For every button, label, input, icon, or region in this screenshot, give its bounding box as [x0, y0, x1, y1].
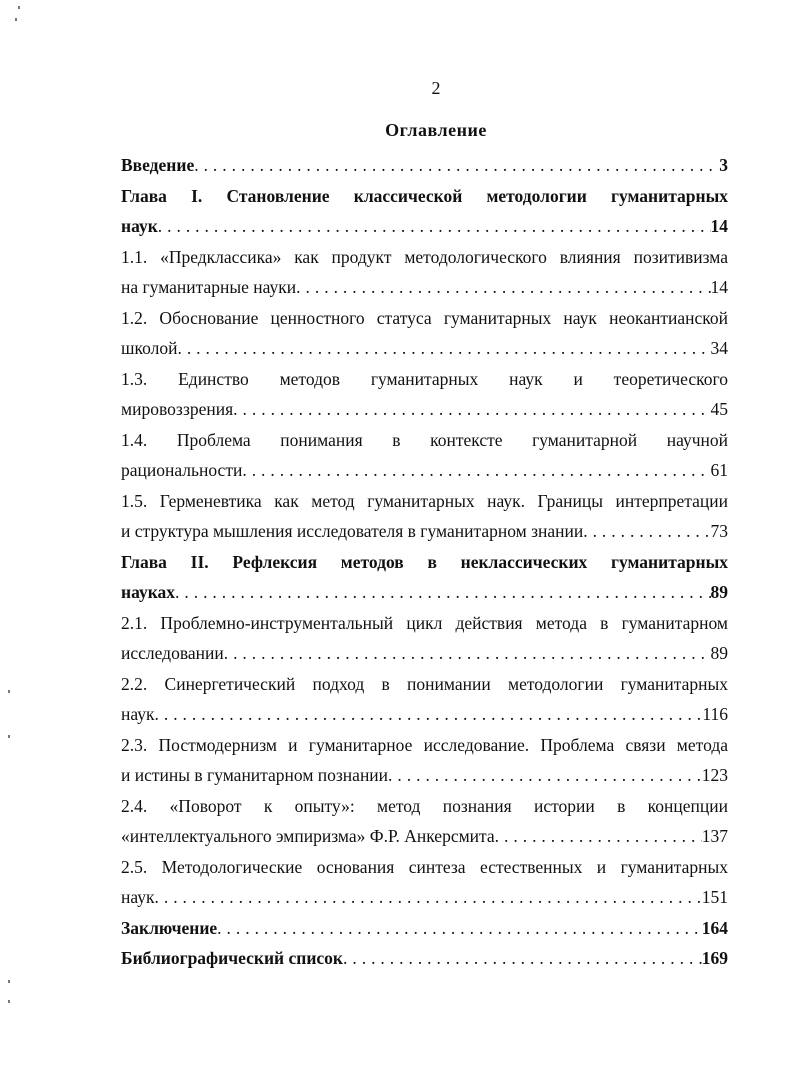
toc-entry-title: «интеллектуального эмпиризма» Ф.Р. Анкерсмита [121, 826, 495, 846]
toc-entry-text: 2.2. Синергетический подход в понимании методологии гуманитарных [121, 673, 728, 694]
toc-entry-title: Библиографический список [121, 948, 344, 968]
page-number: 2 [431, 78, 441, 98]
toc-entry-last-line [121, 638, 728, 669]
toc-entry-title: рациональности [121, 460, 243, 480]
toc-entry[interactable] [121, 791, 728, 852]
toc-page-number: 14 [710, 216, 728, 236]
toc-entry[interactable] [121, 486, 728, 547]
toc-entry-last-line [121, 333, 728, 364]
toc-entry[interactable] [121, 730, 728, 791]
dot-leader [224, 638, 711, 669]
toc-entry-last-line [121, 272, 728, 303]
toc-entry-title: на гуманитарные науки [121, 277, 297, 297]
toc-entry-text: 2.1. Проблемно-инструментальный цикл действия метода в гуманитарном [121, 612, 728, 633]
toc-entry-title: наук [121, 887, 155, 907]
toc-entry-title: исследовании [121, 643, 224, 663]
dot-leader [177, 333, 710, 364]
toc-entry[interactable] [121, 547, 728, 608]
toc-page-number: 116 [702, 704, 728, 724]
scan-speck [8, 980, 10, 983]
toc-entry-title: науках [121, 582, 176, 602]
dot-leader [158, 211, 711, 242]
toc-entry-text: Глава I. Становление классической методологии гуманитарных [121, 185, 728, 206]
toc-page-number: 89 [710, 582, 728, 602]
toc-entry-last-line [121, 943, 728, 974]
toc-entry-last-line [121, 455, 728, 486]
toc-entry-last-line [121, 394, 728, 425]
toc-entry[interactable] [121, 181, 728, 242]
dot-leader [296, 272, 710, 303]
table-of-contents [121, 150, 728, 974]
dot-leader [155, 882, 702, 913]
dot-leader [343, 943, 702, 974]
scan-speck [18, 6, 20, 9]
dot-leader [388, 760, 702, 791]
toc-entry-text: 2.5. Методологические основания синтеза естественных и гуманитарных [121, 856, 728, 877]
toc-entry-title: и структура мышления исследователя в гуманитарном знании [121, 521, 584, 541]
scan-speck [15, 18, 17, 21]
scan-speck [8, 1000, 10, 1003]
dot-leader [194, 150, 719, 181]
dot-leader [233, 394, 710, 425]
toc-entry-last-line [121, 516, 728, 547]
toc-entry-last-line [121, 150, 728, 181]
toc-page-number: 61 [710, 460, 728, 480]
toc-entry[interactable] [121, 303, 728, 364]
toc-page-number: 164 [701, 917, 728, 938]
toc-entry-title: Заключение [121, 917, 218, 938]
toc-entry-text: 1.3. Единство методов гуманитарных наук и теоретического [121, 368, 728, 389]
toc-entry-last-line [121, 913, 728, 944]
toc-entry-text: 2.4. «Поворот к опыту»: метод познания истории в концепции [121, 795, 728, 816]
toc-entry-text: 1.1. «Предклассика» как продукт методологического влияния позитивизма [121, 246, 728, 267]
dot-leader [242, 455, 710, 486]
toc-entry-text: 1.4. Проблема понимания в контексте гуманитарной научной [121, 429, 728, 450]
toc-entry-text: 1.5. Герменевтика как метод гуманитарных наук. Границы интерпретации [121, 490, 728, 511]
toc-entry-title: наук [121, 704, 155, 724]
toc-entry-title: мировоззрения [121, 399, 234, 419]
toc-entry[interactable] [121, 242, 728, 303]
dot-leader [495, 821, 702, 852]
toc-page-number: 45 [710, 399, 728, 419]
toc-entry[interactable] [121, 943, 728, 974]
toc-page-number: 14 [710, 277, 728, 297]
toc-entry-title: наук [121, 216, 158, 236]
toc-entry-text: Глава II. Рефлексия методов в неклассических гуманитарных [121, 551, 728, 572]
page-title: Оглавление [385, 120, 487, 140]
toc-entry[interactable] [121, 150, 728, 181]
toc-page-number: 73 [710, 521, 728, 541]
toc-entry[interactable] [121, 852, 728, 913]
toc-page-number: 3 [719, 155, 728, 175]
dot-leader [217, 913, 702, 944]
toc-entry-text: 1.2. Обоснование ценностного статуса гуманитарных наук неокантианской [121, 307, 728, 328]
toc-entry-title: и истины в гуманитарном познании [121, 765, 389, 785]
toc-page-number: 137 [701, 826, 728, 846]
dot-leader [155, 699, 703, 730]
toc-entry[interactable] [121, 364, 728, 425]
toc-entry[interactable] [121, 425, 728, 486]
toc-entry-text: 2.3. Постмодернизм и гуманитарное исследование. Проблема связи метода [121, 734, 728, 755]
toc-page-number: 169 [701, 948, 728, 968]
toc-entry-last-line [121, 821, 728, 852]
toc-entry-last-line [121, 699, 728, 730]
dot-leader [583, 516, 710, 547]
toc-page-number: 123 [701, 765, 728, 785]
toc-page-number: 34 [710, 338, 728, 358]
toc-page-number: 89 [710, 643, 728, 663]
toc-entry-last-line [121, 882, 728, 913]
toc-entry[interactable] [121, 913, 728, 944]
toc-entry-title: школой [121, 338, 178, 358]
toc-entry[interactable] [121, 608, 728, 669]
scan-speck [8, 735, 10, 738]
toc-entry[interactable] [121, 669, 728, 730]
toc-page-number: 151 [701, 887, 728, 907]
dot-leader [175, 577, 710, 608]
toc-entry-last-line [121, 577, 728, 608]
toc-entry-title: Введение [121, 155, 195, 175]
toc-entry-last-line [121, 211, 728, 242]
scan-speck [8, 690, 10, 693]
toc-entry-last-line [121, 760, 728, 791]
